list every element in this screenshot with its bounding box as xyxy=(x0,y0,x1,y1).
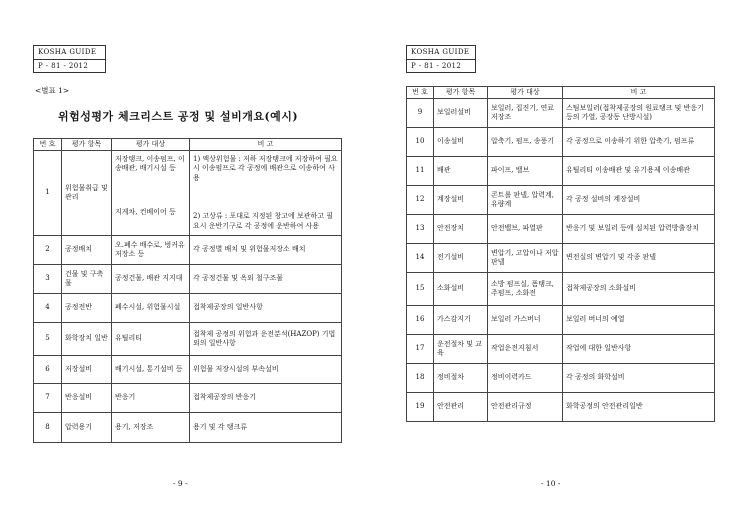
row-no: 15 xyxy=(407,273,434,306)
row-item: 안전관리 xyxy=(434,393,488,422)
row-no: 19 xyxy=(407,393,434,422)
row-target: 보일러 가스버너 xyxy=(488,306,563,335)
row-note: 각 공정별 배치 및 위험물저장소 배치 xyxy=(190,236,342,265)
row-no: 1 xyxy=(34,151,62,236)
row-no: 10 xyxy=(407,128,434,157)
row-note: 화학공정의 안전관리일반 xyxy=(563,393,715,422)
row-item: 소화설비 xyxy=(434,273,488,306)
row-item: 배관 xyxy=(434,157,488,186)
row-no: 17 xyxy=(407,335,434,364)
row-target xyxy=(112,151,190,236)
table-row xyxy=(34,265,342,294)
row-note: 접착제 공정의 위험과 운전분석(HAZOP) 기법외의 일반사항 xyxy=(190,323,342,356)
table-row xyxy=(34,151,342,236)
left-table xyxy=(33,138,342,443)
table-row xyxy=(34,236,342,265)
row-note: 변전실의 변압기 및 각종 판넬 xyxy=(563,244,715,273)
row-item: 운전절차 및 교육 xyxy=(434,335,488,364)
right-table xyxy=(406,86,715,422)
header-item: 평가 항목 xyxy=(62,139,112,151)
row-target: 작업운전지침서 xyxy=(488,335,563,364)
row-target-b: 지게차, 컨베이어 등 xyxy=(115,207,176,216)
row-no: 14 xyxy=(407,244,434,273)
row-target: 공정건물, 배관 지지대 xyxy=(112,265,190,294)
page-number: - 9 - xyxy=(173,479,188,488)
guide-code: P - 81 - 2012 xyxy=(34,59,105,72)
table-header-row xyxy=(34,139,342,151)
row-no: 4 xyxy=(34,294,62,323)
row-note: 용기 및 각 탱크류 xyxy=(190,413,342,443)
row-target: 오.폐수 배수로, 벙커유 저장소 등 xyxy=(112,236,190,265)
row-item: 계장설비 xyxy=(434,186,488,215)
table-row xyxy=(34,294,342,323)
row-note xyxy=(190,151,342,236)
row-target: 유틸리티 xyxy=(112,323,190,356)
row-target: 배기시설, 통기설비 등 xyxy=(112,356,190,384)
row-target: 안전밸브, 파열판 xyxy=(488,215,563,244)
page-number: - 10 - xyxy=(541,479,561,488)
table-row xyxy=(407,273,715,306)
row-note: 접착제공장의 소화설비 xyxy=(563,273,715,306)
table-row xyxy=(407,306,715,335)
table-row xyxy=(34,413,342,443)
row-no: 3 xyxy=(34,265,62,294)
row-target: 폐수시설, 위험물시설 xyxy=(112,294,190,323)
header-target: 평가 대상 xyxy=(488,87,563,99)
row-note: 각 공정건물 및 옥외 철구조물 xyxy=(190,265,342,294)
row-no: 5 xyxy=(34,323,62,356)
table-row xyxy=(407,186,715,215)
header-no: 번 호 xyxy=(407,87,434,99)
table-header-row xyxy=(407,87,715,99)
row-note: 접착제공장의 일반사항 xyxy=(190,294,342,323)
row-note-b: 2) 고상류 : 포대로 지정된 창고에 보관하고 필요시 운반기구로 각 공정에 운반하여 사용 xyxy=(193,212,334,230)
row-note: 위험물 저장시설의 부속설비 xyxy=(190,356,342,384)
row-item: 전기설비 xyxy=(434,244,488,273)
guide-title: KOSHA GUIDE xyxy=(411,48,470,56)
row-target: 용기, 저장조 xyxy=(112,413,190,443)
row-target: 소방 펌프실, 폼탱크, 주펌프, 소화전 xyxy=(488,273,563,306)
guide-box xyxy=(33,45,106,73)
row-item: 가스감지기 xyxy=(434,306,488,335)
row-target: 반응기 xyxy=(112,384,190,413)
row-no: 8 xyxy=(34,413,62,443)
row-item: 공정배치 xyxy=(62,236,112,265)
row-target: 보일러, 집진기, 연료저장조 xyxy=(488,99,563,128)
table-row xyxy=(34,384,342,413)
row-item: 정비절차 xyxy=(434,364,488,393)
row-no: 6 xyxy=(34,356,62,384)
row-target-a: 저장탱크, 이송펌프, 이송배관, 배기시설 등 xyxy=(115,155,185,173)
header-note: 비 고 xyxy=(563,87,715,99)
table-row xyxy=(34,323,342,356)
row-target: 정비이력카드 xyxy=(488,364,563,393)
table-row xyxy=(407,335,715,364)
row-note: 각 공정 설비의 계장설비 xyxy=(563,186,715,215)
row-note: 각 공정의 화학설비 xyxy=(563,364,715,393)
row-target: 변압기, 고압이나 저압판넬 xyxy=(488,244,563,273)
row-item: 건물 및 구축물 xyxy=(62,265,112,294)
row-note-a: 1) 액상위험물 : 저하 저장탱크에 저장하여 필요시 이송펌프로 각 공정에 배관으로 이송하여 사용 xyxy=(193,155,338,182)
row-item: 보일러설비 xyxy=(434,99,488,128)
header-note: 비 고 xyxy=(190,139,342,151)
row-note: 보일러 버너의 예열 xyxy=(563,306,715,335)
header-target: 평가 대상 xyxy=(112,139,190,151)
table-row xyxy=(34,356,342,384)
row-target: 안전관리규정 xyxy=(488,393,563,422)
row-no: 11 xyxy=(407,157,434,186)
row-item: 화학장치 일반 xyxy=(62,323,112,356)
table-row xyxy=(407,157,715,186)
row-note: 각 공정으로 이송하기 위한 압축기, 펌프류 xyxy=(563,128,715,157)
row-target: 파이프, 밸브 xyxy=(488,157,563,186)
row-item: 공정전반 xyxy=(62,294,112,323)
row-no: 2 xyxy=(34,236,62,265)
row-note: 스팀보일러(접착제공장의 원료탱크 및 반응기 등의 가열, 공장동 난방시설) xyxy=(563,99,715,128)
table-row xyxy=(407,128,715,157)
row-item: 압력용기 xyxy=(62,413,112,443)
row-no: 9 xyxy=(407,99,434,128)
table-row xyxy=(407,215,715,244)
row-item: 저장설비 xyxy=(62,356,112,384)
row-no: 12 xyxy=(407,186,434,215)
table-row xyxy=(407,393,715,422)
row-note: 접착제공장의 반응기 xyxy=(190,384,342,413)
row-item: 위험물취급 및 관리 xyxy=(62,151,112,236)
guide-code: P - 81 - 2012 xyxy=(407,59,475,72)
guide-title: KOSHA GUIDE xyxy=(38,48,97,56)
table-row xyxy=(407,244,715,273)
row-item: 반응설비 xyxy=(62,384,112,413)
row-item: 안전장치 xyxy=(434,215,488,244)
row-target: 압축기, 펌프, 송풍기 xyxy=(488,128,563,157)
appendix-label: <별표 1> xyxy=(35,86,70,95)
row-note: 작업에 대한 일반사항 xyxy=(563,335,715,364)
row-no: 18 xyxy=(407,364,434,393)
page-right xyxy=(370,0,740,519)
page-title: 위험성평가 체크리스트 공정 및 설비개요(예시) xyxy=(58,110,299,123)
row-no: 7 xyxy=(34,384,62,413)
row-item: 이송설비 xyxy=(434,128,488,157)
table-row xyxy=(407,99,715,128)
row-target: 콘트롤 판넬, 압력계, 유량계 xyxy=(488,186,563,215)
row-no: 16 xyxy=(407,306,434,335)
row-no: 13 xyxy=(407,215,434,244)
guide-box xyxy=(406,45,476,73)
row-note: 반응기 및 보일러 등에 설치된 압력방출장치 xyxy=(563,215,715,244)
header-no: 번 호 xyxy=(34,139,62,151)
row-note: 유틸리티 이송배관 및 유기용제 이송배관 xyxy=(563,157,715,186)
table-row xyxy=(407,364,715,393)
header-item: 평가 항목 xyxy=(434,87,488,99)
